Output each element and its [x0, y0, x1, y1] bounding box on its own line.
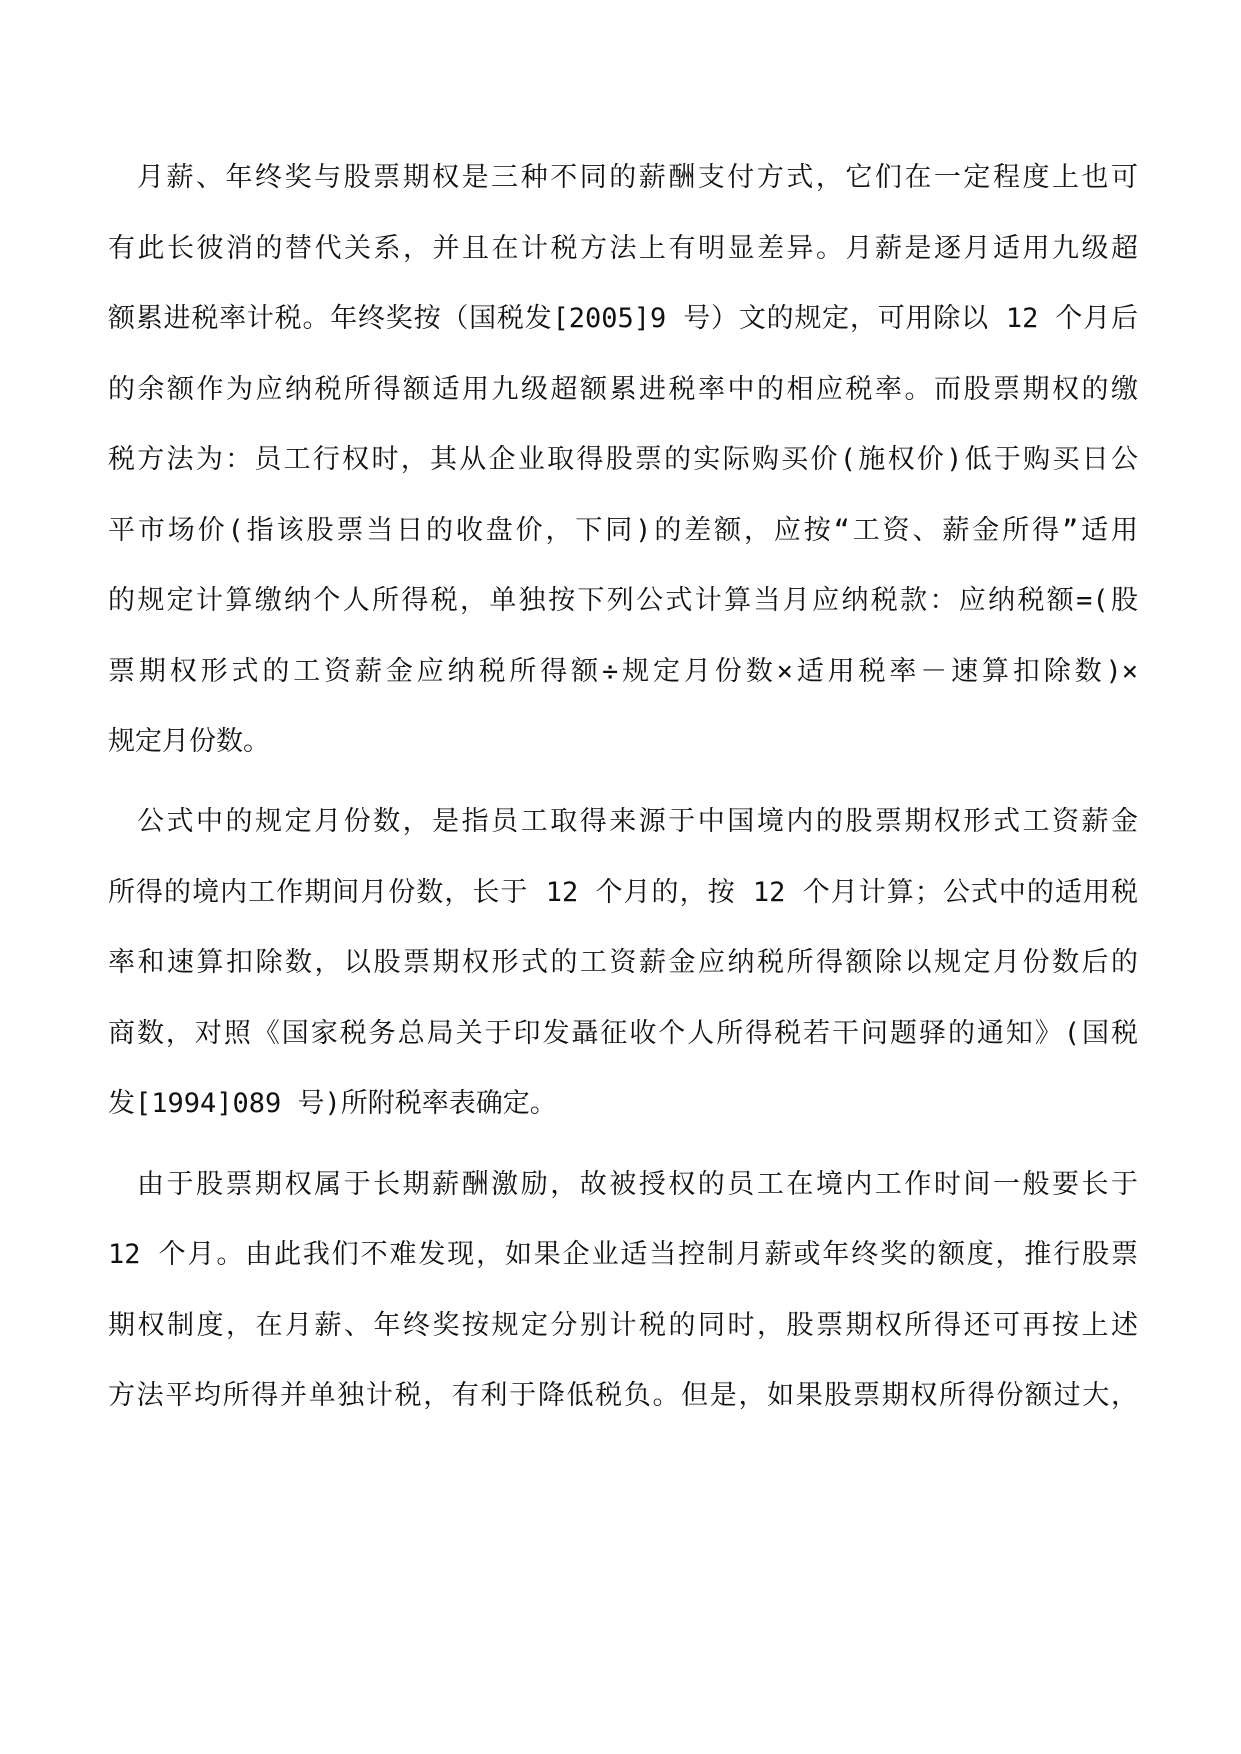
paragraph-1-line-5: 税方法为：员工行权时，其从企业取得股票的实际购买价(施权价)低于购买日公 — [108, 444, 1138, 475]
paragraph-1-line-8: 票期权形式的工资薪金应纳税所得额÷规定月份数×适用税率－速算扣除数)× — [108, 656, 1138, 687]
paragraph-3-line-4: 方法平均所得并单独计税，有利于降低税负。但是，如果股票期权所得份额过大， — [108, 1380, 1138, 1411]
paragraph-2-line-2: 所得的境内工作期间月份数，长于 12 个月的，按 12 个月计算；公式中的适用税 — [108, 877, 1138, 908]
paragraph-2-line-5: 发[1994]089 号)所附税率表确定。 — [108, 1088, 557, 1119]
paragraph-1-line-3: 额累进税率计税。年终奖按（国税发[2005]9 号）文的规定，可用除以 12 个月后 — [108, 303, 1138, 334]
paragraph-1-line-2: 有此长彼消的替代关系，并且在计税方法上有明显差异。月薪是逐月适用九级超 — [108, 233, 1138, 264]
paragraph-2-line-1: 公式中的规定月份数，是指员工取得来源于中国境内的股票期权形式工资薪金 — [137, 806, 1138, 837]
paragraph-2-line-4: 商数，对照《国家税务总局关于印发聶征收个人所得税若干问题驿的通知》(国税 — [108, 1018, 1138, 1049]
paragraph-1-line-6: 平市场价(指该股票当日的收盘价，下同)的差额，应按“工资、薪金所得”适用 — [108, 515, 1138, 546]
paragraph-1-line-1: 月薪、年终奖与股票期权是三种不同的薪酬支付方式，它们在一定程度上也可 — [137, 162, 1138, 193]
paragraph-1-line-9: 规定月份数。 — [108, 726, 270, 757]
paragraph-1-line-7: 的规定计算缴纳个人所得税，单独按下列公式计算当月应纳税款：应纳税额=(股 — [108, 585, 1138, 616]
paragraph-2-line-3: 率和速算扣除数，以股票期权形式的工资薪金应纳税所得额除以规定月份数后的 — [108, 947, 1138, 978]
paragraph-3-line-2: 12 个月。由此我们不难发现，如果企业适当控制月薪或年终奖的额度，推行股票 — [108, 1239, 1138, 1270]
paragraph-3-line-3: 期权制度，在月薪、年终奖按规定分别计税的同时，股票期权所得还可再按上述 — [108, 1310, 1138, 1341]
paragraph-1-line-4: 的余额作为应纳税所得额适用九级超额累进税率中的相应税率。而股票期权的缴 — [108, 374, 1138, 405]
paragraph-3-line-1: 由于股票期权属于长期薪酬激励，故被授权的员工在境内工作时间一般要长于 — [137, 1169, 1138, 1200]
